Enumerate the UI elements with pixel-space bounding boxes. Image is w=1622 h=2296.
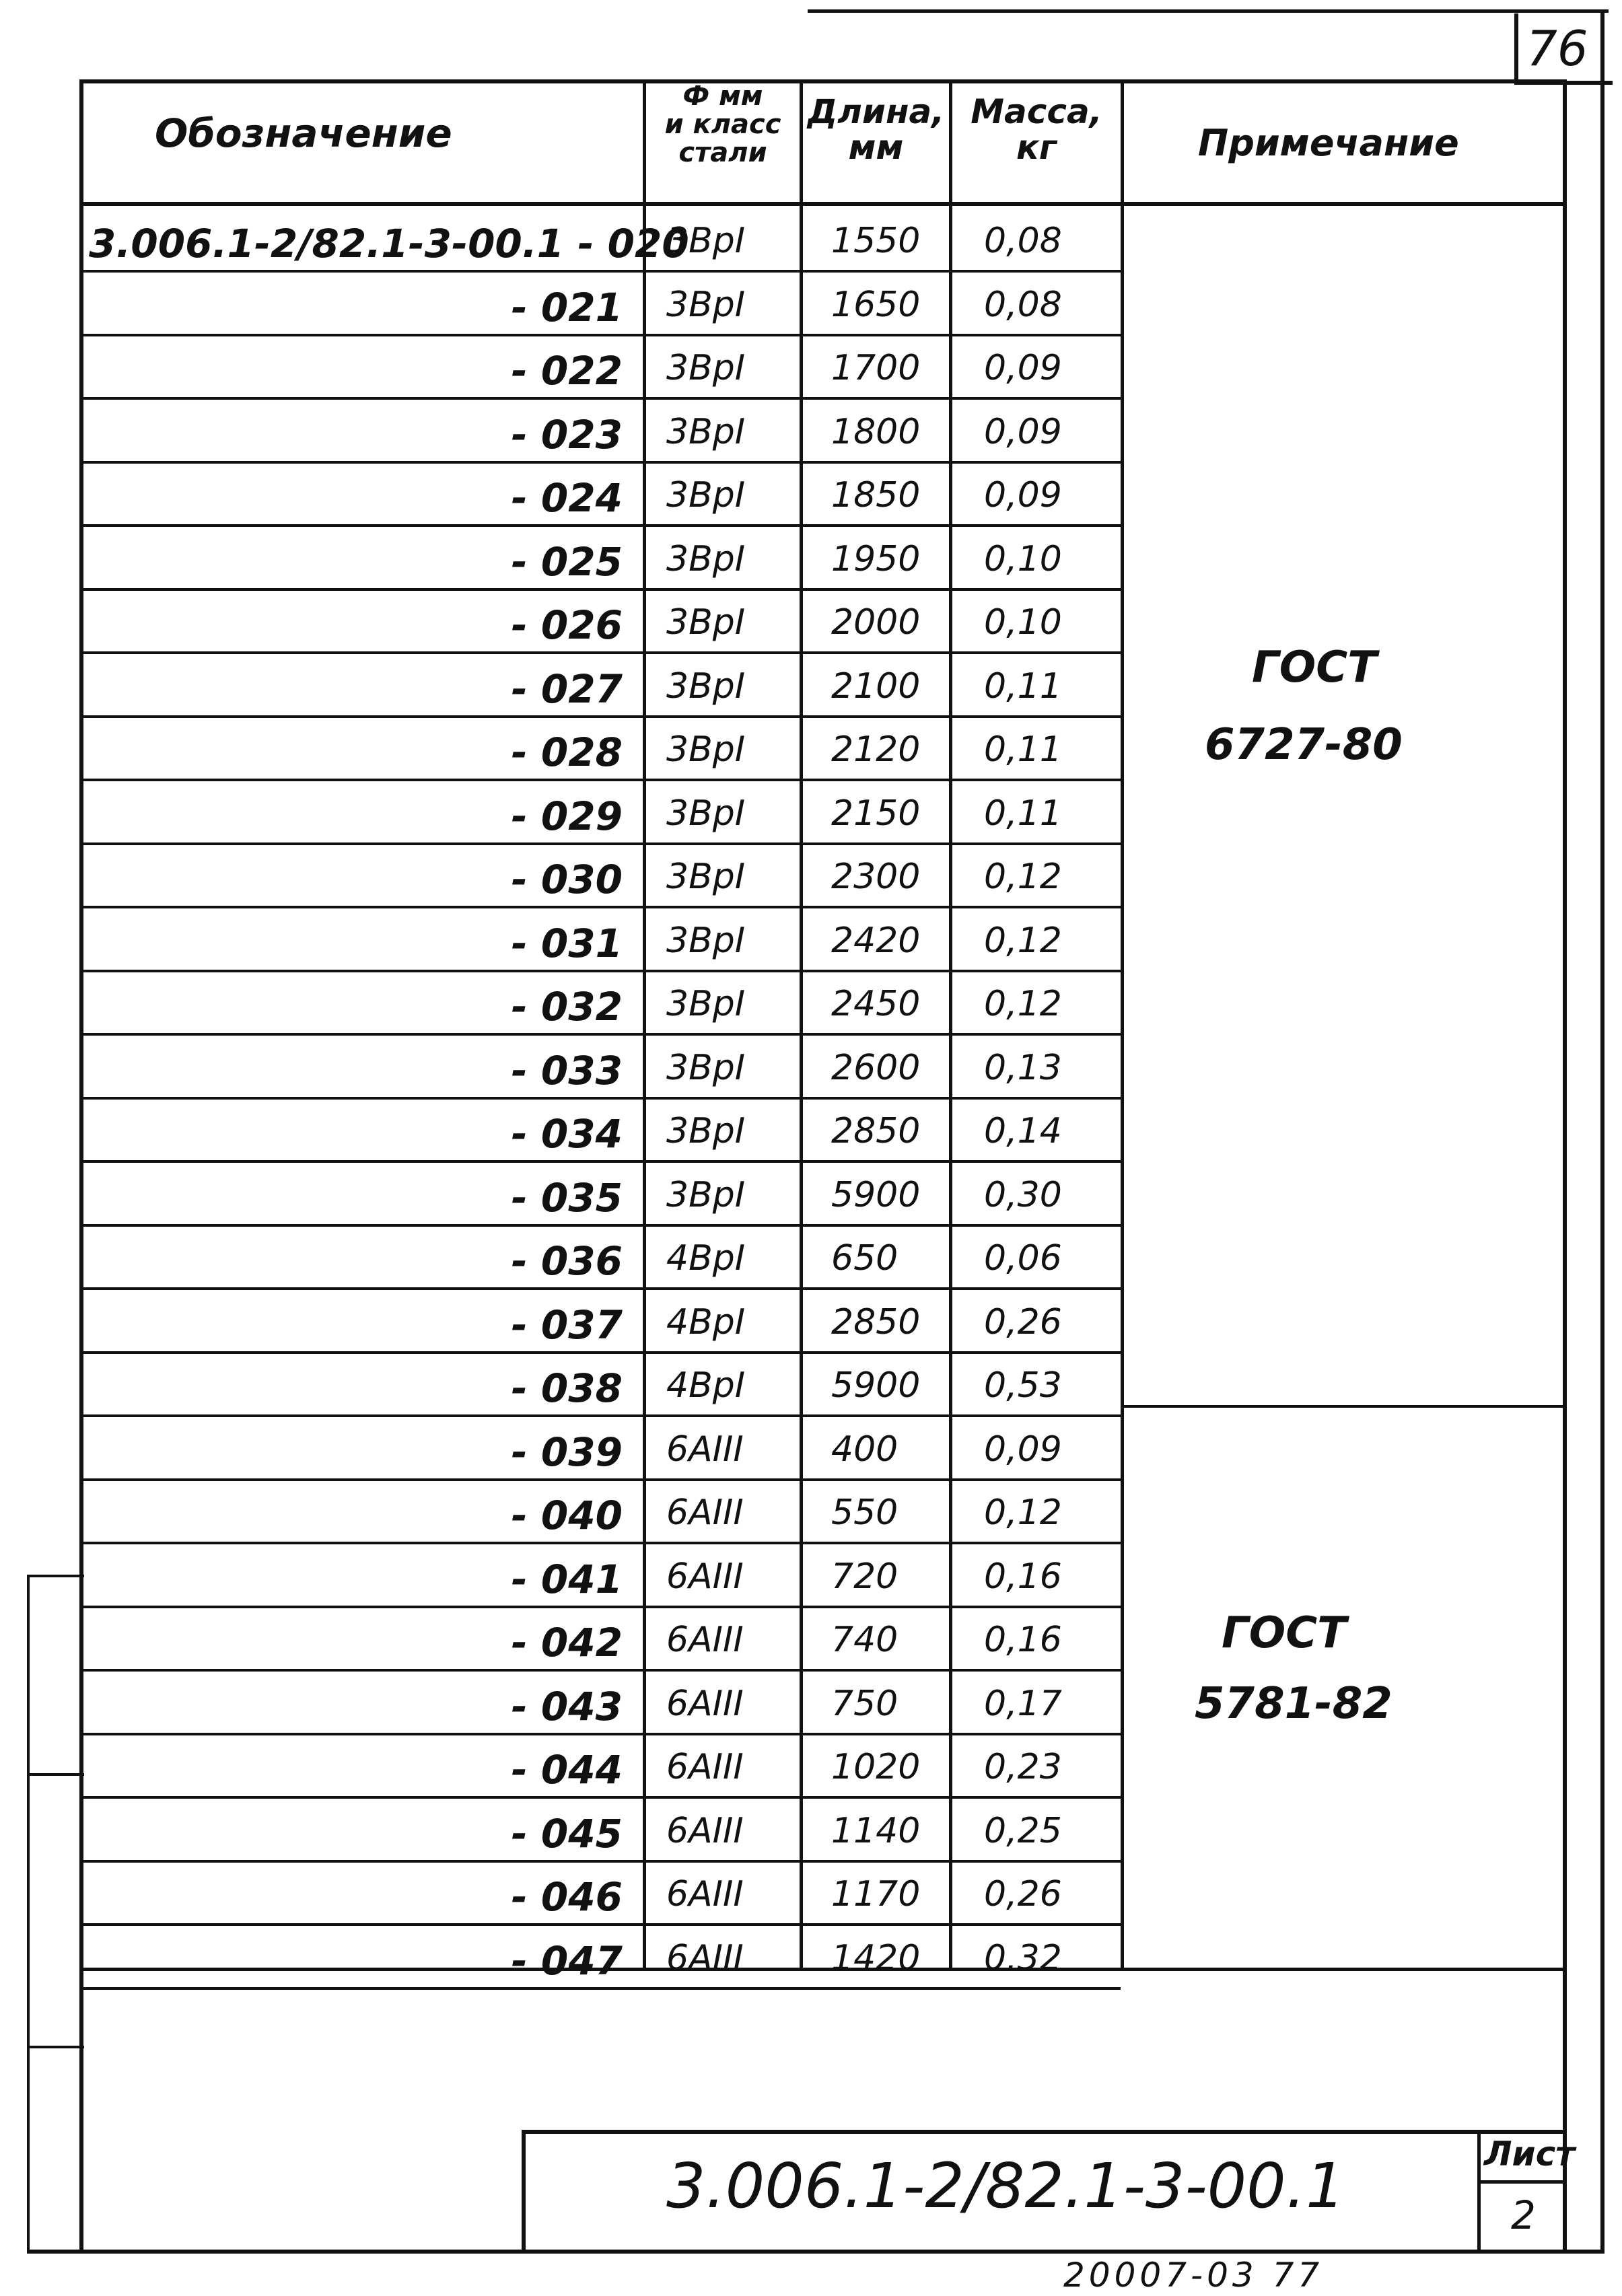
length-value: 2850 xyxy=(831,1111,921,1151)
length-value: 750 xyxy=(831,1684,898,1724)
header-diameter-line1: Ф мм xyxy=(682,81,763,112)
length-value: 1550 xyxy=(831,221,921,261)
row-bottom-line xyxy=(83,1033,1121,1036)
steel-class: 3BpI xyxy=(666,793,746,834)
steel-class: 6AIII xyxy=(666,1684,744,1724)
designation-first: 3.006.1-2/82.1-3-00.1 - 020 xyxy=(89,221,689,266)
length-value: 5900 xyxy=(831,1365,921,1406)
steel-class: 3BpI xyxy=(666,921,746,961)
mass-value: 0,06 xyxy=(984,1238,1062,1279)
designation-suffix: - 044 xyxy=(511,1747,623,1793)
row-bottom-line xyxy=(83,1287,1121,1290)
steel-class: 3BpI xyxy=(666,475,746,515)
designation-suffix: - 035 xyxy=(511,1175,623,1221)
header-diameter-line3: стали xyxy=(678,137,767,168)
header-mass xyxy=(952,94,1121,165)
designation-suffix: - 033 xyxy=(511,1048,623,1093)
frame-left-border xyxy=(79,79,83,2254)
designation-suffix: - 043 xyxy=(511,1684,623,1729)
steel-class: 3BpI xyxy=(666,221,746,261)
mass-value: 0,26 xyxy=(984,1302,1062,1342)
designation-suffix: - 034 xyxy=(511,1111,623,1157)
row-bottom-line xyxy=(83,906,1121,908)
designation-suffix: - 024 xyxy=(511,475,623,521)
col-sep-2 xyxy=(800,79,803,1970)
note-group1-line2: 6727-80 xyxy=(1205,720,1403,770)
mass-value: 0,10 xyxy=(984,539,1062,579)
steel-class: 3BpI xyxy=(666,666,746,707)
length-value: 1950 xyxy=(831,539,921,579)
mass-value: 0,08 xyxy=(984,285,1062,325)
row-bottom-line xyxy=(83,588,1121,591)
row-bottom-line xyxy=(83,1987,1121,1990)
length-value: 740 xyxy=(831,1620,898,1660)
mass-value: 0,14 xyxy=(984,1111,1062,1151)
steel-class: 3BpI xyxy=(666,984,746,1024)
designation-suffix: - 021 xyxy=(511,285,623,330)
designation-suffix: - 037 xyxy=(511,1302,623,1348)
steel-class: 6AIII xyxy=(666,1874,744,1914)
designation-suffix: - 042 xyxy=(511,1620,623,1665)
stamp-sheet-sep xyxy=(1477,2130,1481,2254)
stamp-left-line xyxy=(522,2130,526,2254)
col-sep-3 xyxy=(949,79,952,1970)
row-bottom-line xyxy=(83,651,1121,654)
length-value: 1140 xyxy=(831,1811,921,1851)
frame-bottom-border xyxy=(27,2250,1605,2254)
header-designation: Обозначение xyxy=(155,110,452,156)
note-group2-line1: ГОСТ xyxy=(1222,1608,1347,1658)
note-group1-line1: ГОСТ xyxy=(1252,643,1377,692)
mass-value: 0,23 xyxy=(984,1747,1062,1787)
mass-value: 0,08 xyxy=(984,221,1062,261)
length-value: 2100 xyxy=(831,666,921,707)
page-number: 76 xyxy=(1526,20,1588,77)
mass-value: 0,12 xyxy=(984,857,1062,897)
row-bottom-line xyxy=(83,397,1121,400)
designation-suffix: - 028 xyxy=(511,729,623,775)
header-length-line2: мм xyxy=(848,127,904,167)
steel-class: 6AIII xyxy=(666,1620,744,1660)
designation-suffix: - 039 xyxy=(511,1429,623,1475)
notes-group-separator xyxy=(1121,1405,1567,1408)
row-bottom-line xyxy=(83,1923,1121,1926)
length-value: 1650 xyxy=(831,285,921,325)
designation-suffix: - 041 xyxy=(511,1556,623,1602)
steel-class: 6AIII xyxy=(666,1556,744,1597)
stamp-sheet-label: Лист xyxy=(1484,2134,1576,2174)
length-value: 2120 xyxy=(831,729,921,770)
steel-class: 3BpI xyxy=(666,1175,746,1215)
stamp-top-line xyxy=(522,2130,1567,2134)
length-value: 1700 xyxy=(831,348,921,388)
steel-class: 3BpI xyxy=(666,412,746,452)
mass-value: 0.32 xyxy=(984,1938,1062,1978)
row-bottom-line xyxy=(83,1733,1121,1735)
header-length-line1: Длина, xyxy=(807,92,945,131)
col-sep-4 xyxy=(1121,79,1124,1970)
steel-class: 3BpI xyxy=(666,1111,746,1151)
steel-class: 6AIII xyxy=(666,1747,744,1787)
designation-suffix: - 032 xyxy=(511,984,623,1030)
designation-suffix: - 026 xyxy=(511,602,623,648)
designation-suffix: - 027 xyxy=(511,666,623,712)
mass-value: 0,26 xyxy=(984,1874,1062,1914)
stamp-sheet-line xyxy=(1477,2180,1567,2184)
row-bottom-line xyxy=(83,334,1121,336)
length-value: 2420 xyxy=(831,921,921,961)
row-bottom-line xyxy=(83,1542,1121,1544)
steel-class: 4BpI xyxy=(666,1365,746,1406)
note-group2-line2: 5781-82 xyxy=(1195,1679,1392,1729)
steel-class: 3BpI xyxy=(666,602,746,643)
mass-value: 0,13 xyxy=(984,1048,1062,1088)
header-mass-line1: Масса, xyxy=(971,92,1102,131)
designation-suffix: - 030 xyxy=(511,857,623,902)
mass-value: 0,09 xyxy=(984,412,1062,452)
length-value: 2850 xyxy=(831,1302,921,1342)
mass-value: 0,11 xyxy=(984,666,1062,707)
mass-value: 0,11 xyxy=(984,793,1062,834)
footer-archive-code: 20007-03 77 xyxy=(1063,2256,1324,2295)
row-bottom-line xyxy=(83,779,1121,781)
length-value: 1800 xyxy=(831,412,921,452)
length-value: 1850 xyxy=(831,475,921,515)
designation-suffix: - 031 xyxy=(511,921,623,966)
length-value: 2150 xyxy=(831,793,921,834)
row-bottom-line xyxy=(83,461,1121,464)
steel-class: 6AIII xyxy=(666,1811,744,1851)
steel-class: 3BpI xyxy=(666,348,746,388)
length-value: 2000 xyxy=(831,602,921,643)
header-length xyxy=(803,94,949,165)
length-value: 5900 xyxy=(831,1175,921,1215)
length-value: 1420 xyxy=(831,1938,921,1978)
designation-suffix: - 047 xyxy=(511,1938,623,1984)
row-bottom-line xyxy=(83,1860,1121,1863)
row-bottom-line xyxy=(83,1414,1121,1417)
mass-value: 0,09 xyxy=(984,1429,1062,1470)
mass-value: 0,30 xyxy=(984,1175,1062,1215)
outer-right-border xyxy=(1600,9,1605,2254)
steel-class: 3BpI xyxy=(666,857,746,897)
designation-suffix: - 022 xyxy=(511,348,623,394)
designation-suffix: - 045 xyxy=(511,1811,623,1857)
row-bottom-line xyxy=(83,270,1121,273)
margin-mark-3 xyxy=(27,2046,84,2048)
mass-value: 0,25 xyxy=(984,1811,1062,1851)
mass-value: 0,53 xyxy=(984,1365,1062,1406)
steel-class: 6AIII xyxy=(666,1429,744,1470)
stamp-document-code: 3.006.1-2/82.1-3-00.1 xyxy=(666,2150,1345,2222)
length-value: 2450 xyxy=(831,984,921,1024)
length-value: 400 xyxy=(831,1429,898,1470)
mass-value: 0,16 xyxy=(984,1556,1062,1597)
steel-class: 3BpI xyxy=(666,1048,746,1088)
header-mass-line2: кг xyxy=(1016,127,1057,167)
mass-value: 0,16 xyxy=(984,1620,1062,1660)
margin-line xyxy=(27,1575,30,2250)
frame-right-border xyxy=(1563,79,1567,2254)
designation-suffix: - 040 xyxy=(511,1493,623,1538)
margin-mark-2 xyxy=(27,1773,84,1776)
row-bottom-line xyxy=(83,1097,1121,1100)
length-value: 550 xyxy=(831,1493,898,1533)
length-value: 720 xyxy=(831,1556,898,1597)
length-value: 1170 xyxy=(831,1874,921,1914)
mass-value: 0,09 xyxy=(984,348,1062,388)
designation-suffix: - 046 xyxy=(511,1874,623,1920)
row-bottom-line xyxy=(83,970,1121,972)
header-bottom-line xyxy=(79,202,1567,206)
header-diameter-class xyxy=(646,82,800,167)
steel-class: 3BpI xyxy=(666,539,746,579)
col-sep-1 xyxy=(643,79,646,1970)
top-edge-line xyxy=(808,9,1609,13)
mass-value: 0,12 xyxy=(984,1493,1062,1533)
mass-value: 0,09 xyxy=(984,475,1062,515)
mass-value: 0,17 xyxy=(984,1684,1062,1724)
steel-class: 4BpI xyxy=(666,1238,746,1279)
row-bottom-line xyxy=(83,1160,1121,1163)
designation-suffix: - 025 xyxy=(511,539,623,585)
row-bottom-line xyxy=(83,1606,1121,1608)
length-value: 2600 xyxy=(831,1048,921,1088)
designation-suffix: - 038 xyxy=(511,1365,623,1411)
row-bottom-line xyxy=(83,842,1121,845)
row-bottom-line xyxy=(83,1796,1121,1799)
steel-class: 4BpI xyxy=(666,1302,746,1342)
designation-suffix: - 036 xyxy=(511,1238,623,1284)
designation-suffix: - 023 xyxy=(511,412,623,458)
row-bottom-line xyxy=(83,1669,1121,1672)
designation-suffix: - 029 xyxy=(511,793,623,839)
mass-value: 0,10 xyxy=(984,602,1062,643)
row-bottom-line xyxy=(83,1351,1121,1354)
margin-mark-1 xyxy=(27,1575,84,1577)
steel-class: 3BpI xyxy=(666,729,746,770)
mass-value: 0,12 xyxy=(984,984,1062,1024)
steel-class: 6AIII xyxy=(666,1938,744,1978)
steel-class: 3BpI xyxy=(666,285,746,325)
row-bottom-line xyxy=(83,715,1121,718)
length-value: 650 xyxy=(831,1238,898,1279)
steel-class: 6AIII xyxy=(666,1493,744,1533)
header-note: Примечание xyxy=(1198,122,1459,164)
mass-value: 0,12 xyxy=(984,921,1062,961)
frame-top-border xyxy=(79,79,1567,83)
row-bottom-line xyxy=(83,1224,1121,1227)
row-bottom-line xyxy=(83,1478,1121,1481)
mass-value: 0,11 xyxy=(984,729,1062,770)
row-bottom-line xyxy=(83,524,1121,527)
length-value: 1020 xyxy=(831,1747,921,1787)
length-value: 2300 xyxy=(831,857,921,897)
header-diameter-line2: и класс xyxy=(664,109,781,140)
stamp-sheet-number: 2 xyxy=(1511,2192,1536,2238)
